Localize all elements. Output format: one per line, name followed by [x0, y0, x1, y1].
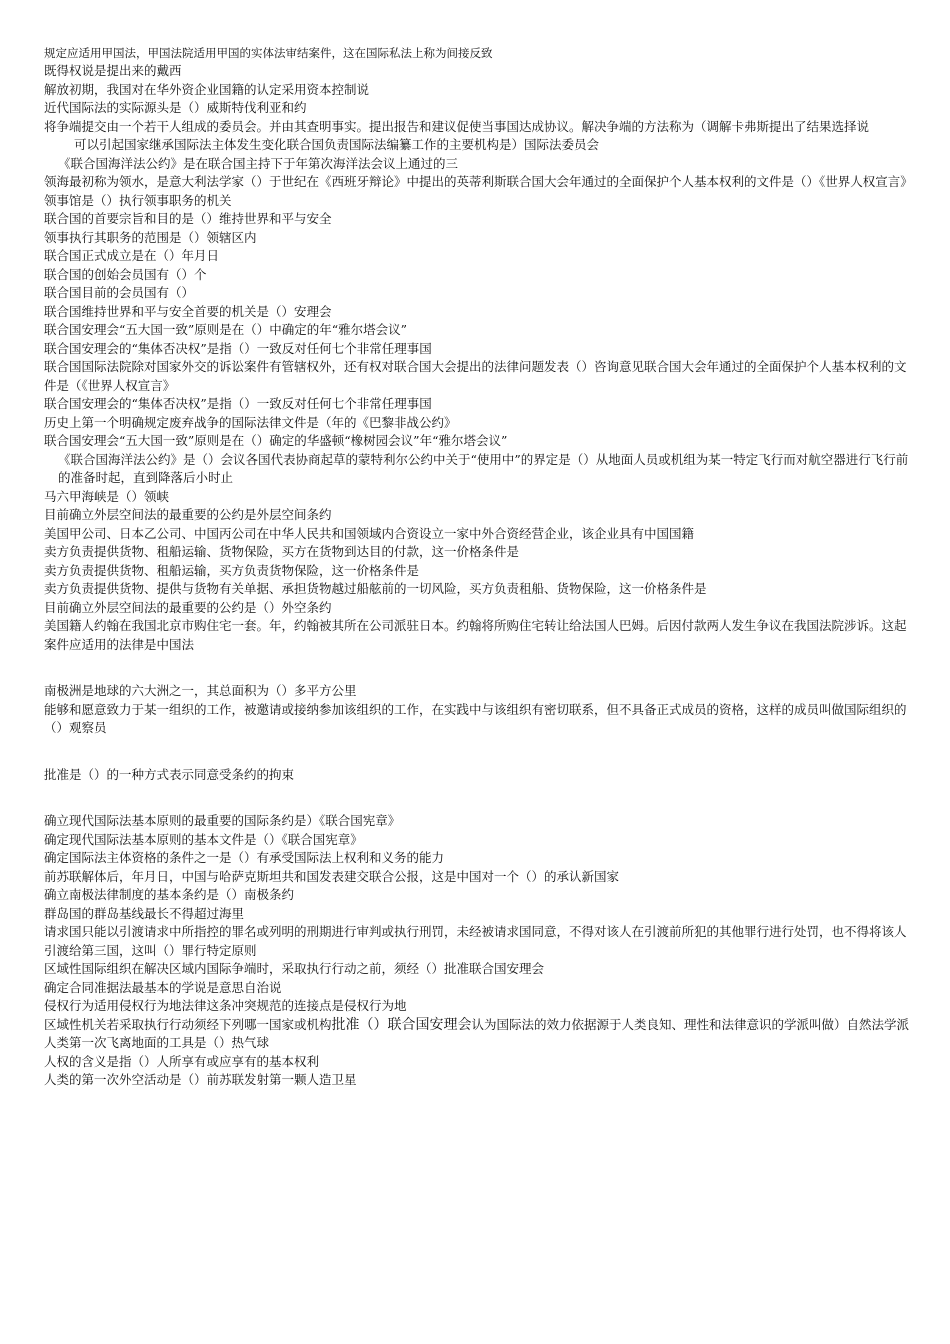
- text-line: 确定合同准据法最基本的学说是意思自治说: [44, 979, 282, 995]
- text-line: 请求国只能以引渡请求中所指控的罪名或列明的刑期进行审判或执行刑罚，未经被请求国同意，不得对该人在引渡前所犯的其他罪行进行处罚，也不得将该人引渡给第三国，这叫（）罪行特定原则: [44, 924, 907, 958]
- text-line: 目前确立外层空间法的最重要的公约是（）外空条约: [44, 599, 332, 615]
- text-line: 确立南极法律制度的基本条约是（）南极条约: [44, 887, 295, 902]
- text-segment: 认为国际法的效力依据源于人类良知、理性和法律意识的学派叫做）自然法学派人类第一次飞离地面的工具是（）热气球: [44, 1016, 910, 1050]
- text-line: 近代国际法的实际源头是（）威斯特伐利亚和约: [44, 100, 307, 115]
- text-line: 确定国际法主体资格的条件之一是（）有承受国际法上权利和义务的能力: [44, 850, 445, 865]
- text-line: 侵权行为适用侵权行为地法律这条冲突规范的连接点是侵权行为地: [44, 998, 407, 1013]
- text-line: 马六甲海峡是（）领峡: [44, 488, 170, 504]
- text-line: 批准是（）的一种方式表示同意受条约的拘束: [44, 766, 295, 782]
- text-segment: 区域性机关若采取执行行动须经下列哪一国家或机构: [44, 1016, 332, 1032]
- text-line: 联合国安理会“五大国一致”原则是在（）中确定的年“雅尔塔会议”: [44, 322, 408, 337]
- text-line: [44, 1016, 910, 1053]
- text-line: 确定现代国际法基本原则的基本文件是（）《联合国宪章》: [44, 831, 363, 847]
- text-line: 联合国的首要宗旨和目的是（）维持世界和平与安全: [44, 211, 332, 226]
- text-line: 卖方负责提供货物、租船运输，买方负责货物保险，这一价格条件是: [44, 562, 420, 578]
- text-line: 卖方负责提供货物、提供与货物有关单据、承担货物越过船舷前的一切风险，买方负责租船、货物保险，这一价格条件是: [44, 581, 707, 596]
- text-line: 目前确立外层空间法的最重要的公约是外层空间条约: [44, 507, 332, 522]
- text-line: 历史上第一个明确规定废弃战争的国际法律文件是（年的《巴黎非战公约》: [44, 414, 457, 430]
- paragraph-gap: [44, 784, 910, 812]
- text-line: 领海最初称为领水，是意大利法学家（）于世纪在《西班牙辩论》中提出的英蒂利斯联合国大会年通过的全面保护个人基本权利的文件是（）《世界人权宣言》领事馆是（）执行领事职务的机关: [44, 174, 907, 208]
- text-line: 既得权说是提出来的戴西: [44, 63, 182, 78]
- text-segment-emphasis: 批准（）联合国安理会: [331, 1016, 472, 1033]
- text-line: 《联合国海洋法公约》是在联合国主持下于年第次海洋法会议上通过的三: [58, 155, 459, 171]
- text-line: 群岛国的群岛基线最长不得超过海里: [44, 905, 245, 921]
- text-line: 人类的第一次外空活动是（）前苏联发射第一颗人造卫星: [44, 1072, 357, 1087]
- text-line: 《联合国海洋法公约》是（）会议各国代表协商起草的蒙特利尔公约中关于“使用中”的界定是（）从地面人员或机组为某一特定飞行而对航空器进行飞行前的准备时起，直到降落后小时止: [58, 451, 909, 485]
- text-line: 将争端提交由一个若干人组成的委员会。并由其查明事实。提出报告和建议促使当事国达成协议。解决争端的方法称为（调解卡弗斯提出了结果选择说: [44, 118, 870, 134]
- text-line: 人权的含义是指（）人所享有或应享有的基本权利: [44, 1053, 320, 1069]
- text-line: 领事执行其职务的范围是（）领辖区内: [44, 229, 257, 245]
- text-line: 可以引起国家继承国际法主体发生变化联合国负责国际法编纂工作的主要机构是）国际法委员会: [74, 137, 600, 152]
- text-line: 联合国目前的会员国有（）: [44, 285, 195, 300]
- text-line: 前苏联解体后，年月日，中国与哈萨克斯坦共和国发表建交联合公报，这是中国对一个（）的承认新国家: [44, 868, 620, 884]
- text-line: 联合国安理会“五大国一致”原则是在（）确定的华盛顿“橡树园会议”年“雅尔塔会议”: [44, 433, 508, 448]
- text-line: 联合国安理会的“集体否决权”是指（）一致反对任何七个非常任理事国: [44, 340, 432, 356]
- document-page: [44, 44, 910, 1090]
- text-line: 区域性国际组织在解决区域内国际争端时，采取执行行动之前，须经（）批准联合国安理会: [44, 961, 545, 976]
- text-line: 解放初期，我国对在华外资企业国籍的认定采用资本控制说: [44, 81, 370, 97]
- text-line: 联合国维持世界和平与安全首要的机关是（）安理会: [44, 303, 332, 319]
- text-line: 联合国国际法院除对国家外交的诉讼案件有管辖权外，还有权对联合国大会提出的法律问题发表（）咨询意见联合国大会年通过的全面保护个人基本权利的文件是（《世界人权宣言》: [44, 359, 907, 393]
- text-line: 规定应适用甲国法，甲国法院适用甲国的实体法审结案件，这在国际私法上称为间接反致: [44, 46, 493, 60]
- text-line: 美国籍人约翰在我国北京市购住宅一套。年，约翰被其所在公司派驻日本。约翰将所购住宅转让给法国人巴姆。后因付款两人发生争议在我国法院涉诉。这起案件应适用的法律是中国法: [44, 618, 907, 652]
- text-line: 联合国正式成立是在（）年月日: [44, 248, 220, 263]
- paragraph-gap: [44, 654, 910, 682]
- text-line: 卖方负责提供货物、租船运输、货物保险，买方在货物到达目的付款，这一价格条件是: [44, 544, 520, 559]
- text-line: 联合国安理会的“集体否决权”是指（）一致反对任何七个非常任理事国: [44, 396, 432, 411]
- text-line: 联合国的创始会员国有（）个: [44, 266, 207, 282]
- paragraph-gap: [44, 738, 910, 766]
- text-line: 美国甲公司、日本乙公司、中国丙公司在中华人民共和国领域内合资设立一家中外合资经营企业，该企业具有中国国籍: [44, 525, 695, 541]
- text-line: 能够和愿意致力于某一组织的工作，被邀请或接纳参加该组织的工作，在实践中与该组织有密切联系，但不具备正式成员的资格，这样的成员叫做国际组织的（）观察员: [44, 701, 907, 735]
- text-line: 确立现代国际法基本原则的最重要的国际条约是）《联合国宪章》: [44, 813, 401, 828]
- text-line: 南极洲是地球的六大洲之一，其总面积为（）多平方公里: [44, 683, 357, 698]
